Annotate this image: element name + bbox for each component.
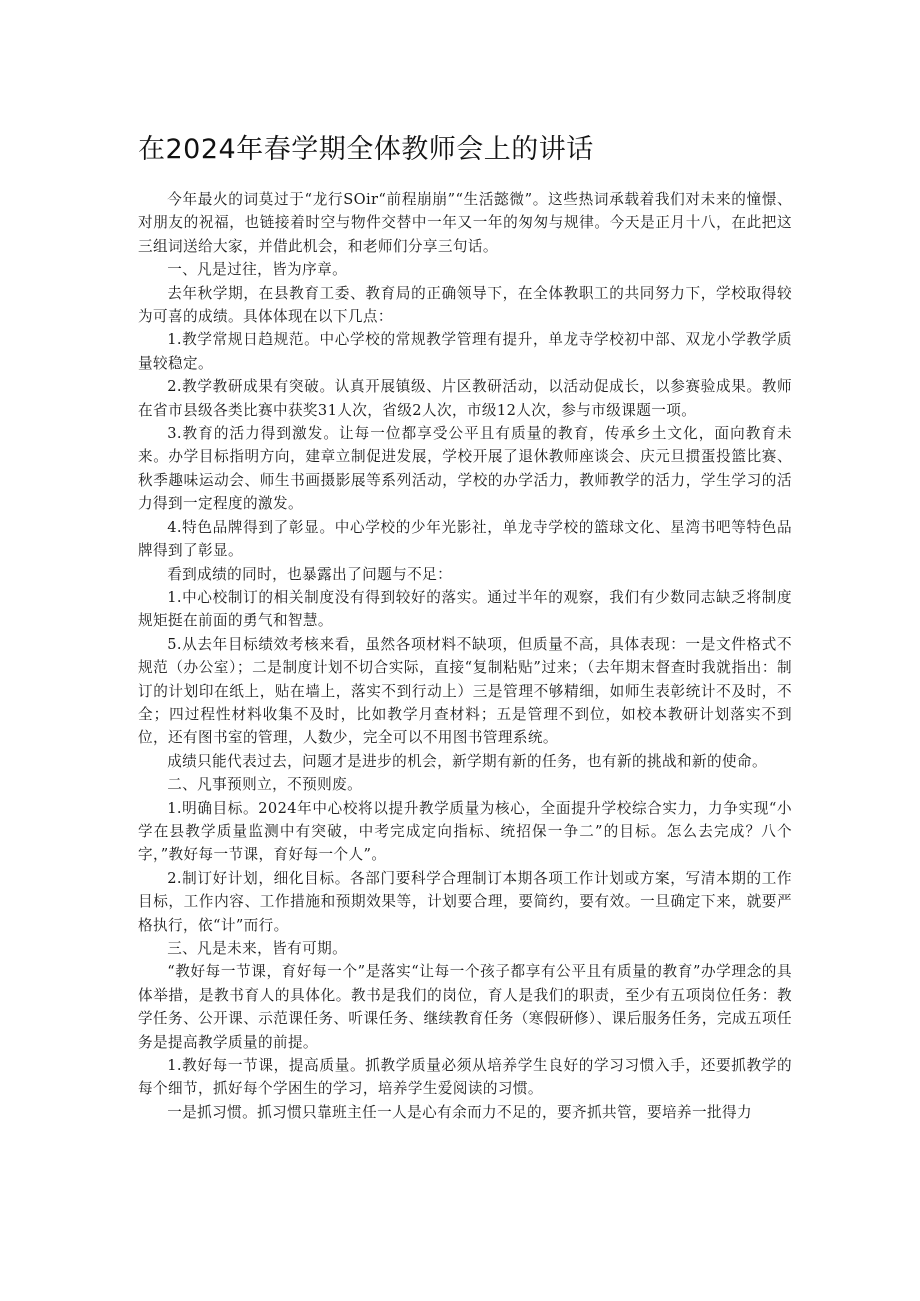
list-item-goal-2: 2.制订好计划，细化目标。各部门要科学合理制订本期各项工作计划或方案，写清本期的工作目标，工作内容、工作措施和预期效果等，计划要合理，要简约，要有效。一旦确定下来，就要严格执行，依“计”而行。: [138, 869, 792, 934]
section-heading-2: 二、凡事预则立，不预则废。: [167, 776, 363, 794]
paragraph: 成绩只能代表过去，问题才是进步的机会，新学期有新的任务，也有新的挑战和新的使命。: [167, 752, 767, 770]
paragraph: “教好每一节课，育好每一个”是落实“让每一个孩子都享有公平且有质量的教育”办学理念的具体举措，是教书育人的具体化。教书是我们的岗位，育人是我们的职责，至少有五项岗位任务：教学任务、公开课、示范课任务、听课任务、继续教育任务（寒假研修）、课后服务任务，完成五项任务是提高教学质量的前提。: [138, 963, 792, 1051]
section-heading-3: 三、凡是未来，皆有可期。: [167, 940, 348, 957]
list-item-achievement-4: 4.特色品牌得到了彰显。中心学校的少年光影社，单龙寺学校的篮球文化、星湾书吧等特色品牌得到了彰显。: [138, 518, 792, 560]
list-item-task-1: 1.教好每一节课，提高质量。抓教学质量必须从培养学生良好的学习习惯入手，还要抓教学的每个细节，抓好每个学困生的学习，培养学生爱阅读的习惯。: [138, 1057, 792, 1098]
list-item-problem-5: 5.从去年目标绩效考核来看，虽然各项材料不缺项，但质量不高，具体表现：一是文件格式不规范（办公室）；二是制度计划不切合实际，直接“复制粘贴”过来；（去年期末督查时我就指出：制订的计划印在纸上，贴在墙上，落实不到行动上）三是管理不够精细，如师生表彰统计不及时，不全；四过程性材料收集不及时，比如教学月查材料；五是管理不到位，如校本教研计划落实不到位，还有图书室的管理，人数少，完全可以不用图书管理系统。: [138, 635, 792, 747]
paragraph: 去年秋学期，在县教育工委、教育局的正确领导下，在全体教职工的共同努力下，学校取得较为可喜的成绩。具体体现在以下几点：: [138, 284, 792, 326]
document-page: [138, 128, 792, 1124]
list-item-achievement-3: 3.教育的活力得到激发。让每一位都享受公平且有质量的教育，传承乡土文化，面向教育未来。办学目标指明方向，建章立制促进发展，学校开展了退休教师座谈会、庆元旦掼蛋投篮比赛、秋季趣味运动会、师生书画摄影展等系列活动，学校的办学活力，教师教学的活力，学生学习的活力得到一定程度的激发。: [138, 425, 792, 513]
document-title: 在2024年春学期全体教师会上的讲话: [138, 134, 594, 165]
list-item-achievement-1: 1.教学常规日趋规范。中心学校的常规教学管理有提升，单龙寺学校初中部、双龙小学教学质量较稳定。: [138, 331, 792, 372]
section-heading-1: 一、凡是过往，皆为序章。: [167, 261, 348, 279]
list-item-goal-1: 1.明确目标。2024年中心校将以提升教学质量为核心，全面提升学校综合实力，力争实现“小学在县教学质量监测中有突破，中考完成定向指标、统招保一争二”的目标。怎么去完成？八个字，”教好每一节课，育好每一个人”。: [138, 799, 792, 864]
list-item-achievement-2: 2.教学教研成果有突破。认真开展镇级、片区教研活动，以活动促成长，以参赛验成果。教师在省市县级各类比赛中获奖31人次，省级2人次，市级12人次，参与市级课题一项。: [138, 378, 792, 419]
paragraph-intro: 今年最火的词莫过于“龙行SOir“前程崩崩”“生活懿微”。这些热词承载着我们对未来的憧憬、对朋友的祝福，也链接着时空与物件交替中一年又一年的匆匆与规律。今天是正月十八，在此把这三组词送给大家，并借此机会，和老师们分享三句话。: [138, 191, 792, 255]
list-item-problem-1: 1.中心校制订的相关制度没有得到较好的落实。通过半年的观察，我们有少数同志缺乏将制度规矩挺在前面的勇气和智慧。: [138, 588, 792, 630]
paragraph: 一是抓习惯。抓习惯只靠班主任一人是心有余而力不足的，要齐抓共管，要培养一批得力: [167, 1103, 752, 1121]
paragraph: 看到成绩的同时，也暴露出了问题与不足：: [167, 565, 453, 583]
